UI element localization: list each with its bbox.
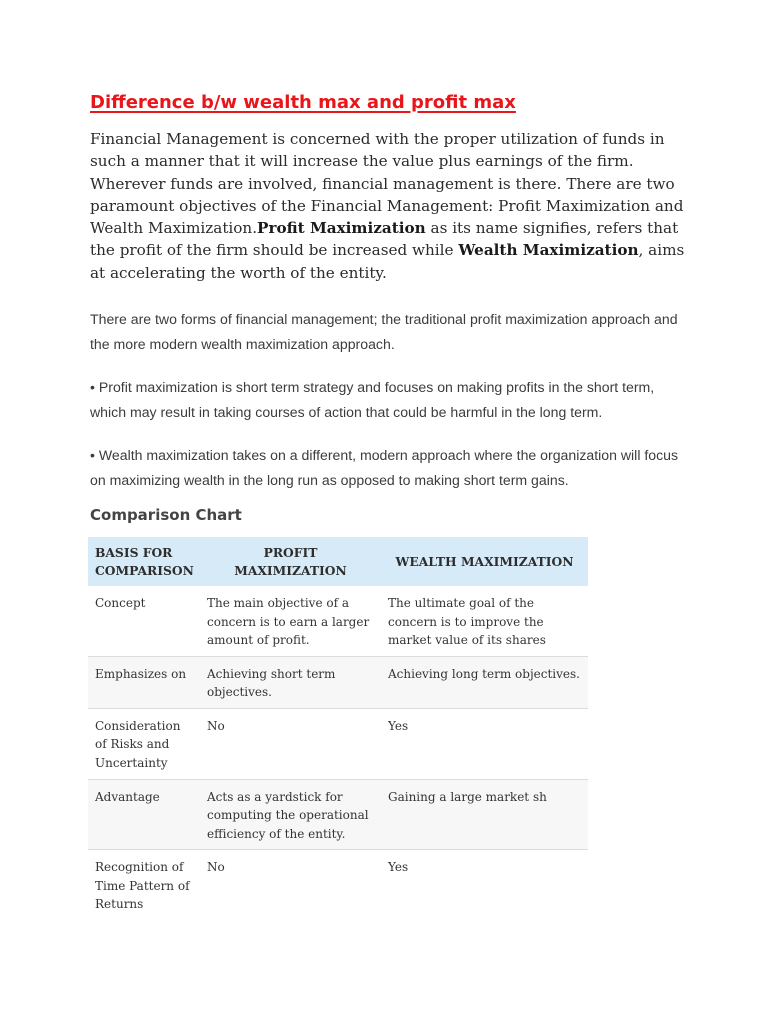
table-cell-wealth: The ultimate goal of the concern is to improve the market value of its shares bbox=[381, 586, 588, 656]
table-cell-profit: Achieving short term objectives. bbox=[200, 656, 381, 708]
table-cell-basis: Advantage bbox=[88, 779, 200, 850]
table-row-concept bbox=[88, 586, 588, 656]
table-row-risks-and-uncertainty bbox=[88, 708, 588, 779]
table-row-emphasizes-on bbox=[88, 656, 588, 708]
intro-text-2: as its name signifies, refers that the profit of the firm should be increased while bbox=[90, 219, 679, 260]
intro-text-3: , aims at accelerating the worth of the entity. bbox=[90, 241, 685, 282]
table-cell-basis: Recognition of Time Pattern of Returns bbox=[88, 850, 200, 921]
header-basis-for-comparison: BASIS FOR COMPARISON bbox=[88, 537, 200, 586]
paragraph-two-forms: There are two forms of financial management; the traditional profit maximization approach and the more modern wealth maximization approach. bbox=[90, 311, 678, 352]
paragraph-wealth-maximization: • Wealth maximization takes on a different, modern approach where the organization will focus on maximizing wealth in the long run as opposed to making short term gains. bbox=[90, 447, 679, 488]
intro-text-1: Financial Management is concerned with the proper utilization of funds in such a manner that it will increase the value plus earnings of the firm. Wherever funds are involved, financial management is there. There are two paramount objectives of the Financial Management: Profit Maximization and Wealth Maximization. bbox=[90, 130, 684, 238]
table-cell-profit: No bbox=[200, 850, 381, 921]
intro-bold-wealth-maximization: Wealth Maximization bbox=[458, 241, 639, 260]
table-cell-profit: Acts as a yardstick for computing the operational efficiency of the entity. bbox=[200, 779, 381, 850]
table-header-row bbox=[88, 537, 588, 586]
intro-paragraph bbox=[90, 128, 690, 284]
table-cell-wealth: Yes bbox=[381, 850, 588, 921]
table-cell-basis: Concept bbox=[88, 586, 200, 656]
intro-bold-profit-maximization: Profit Maximization bbox=[257, 219, 426, 238]
table-cell-profit: No bbox=[200, 708, 381, 779]
table-cell-wealth: Achieving long term objectives. bbox=[381, 656, 588, 708]
comparison-table bbox=[88, 537, 588, 920]
comparison-table-container bbox=[88, 537, 580, 911]
header-profit-maximization: PROFIT MAXIMIZATION bbox=[200, 537, 381, 586]
table-cell-wealth: Gaining a large market sh bbox=[381, 779, 588, 850]
table-row-advantage bbox=[88, 779, 588, 850]
table-cell-wealth: Yes bbox=[381, 708, 588, 779]
paragraph-profit-maximization: • Profit maximization is short term strategy and focuses on making profits in the short term, which may result in taking courses of action that could be harmful in the long term. bbox=[90, 379, 655, 420]
table-row-time-pattern-of-returns bbox=[88, 850, 588, 921]
comparison-chart-title: Comparison Chart bbox=[90, 506, 242, 524]
document-title: Difference b/w wealth max and profit max bbox=[90, 92, 516, 113]
header-wealth-maximization: WEALTH MAXIMIZATION bbox=[381, 537, 588, 586]
table-cell-basis: Emphasizes on bbox=[88, 656, 200, 708]
table-cell-profit: The main objective of a concern is to earn a larger amount of profit. bbox=[200, 586, 381, 656]
table-cell-basis: Consideration of Risks and Uncertainty bbox=[88, 708, 200, 779]
